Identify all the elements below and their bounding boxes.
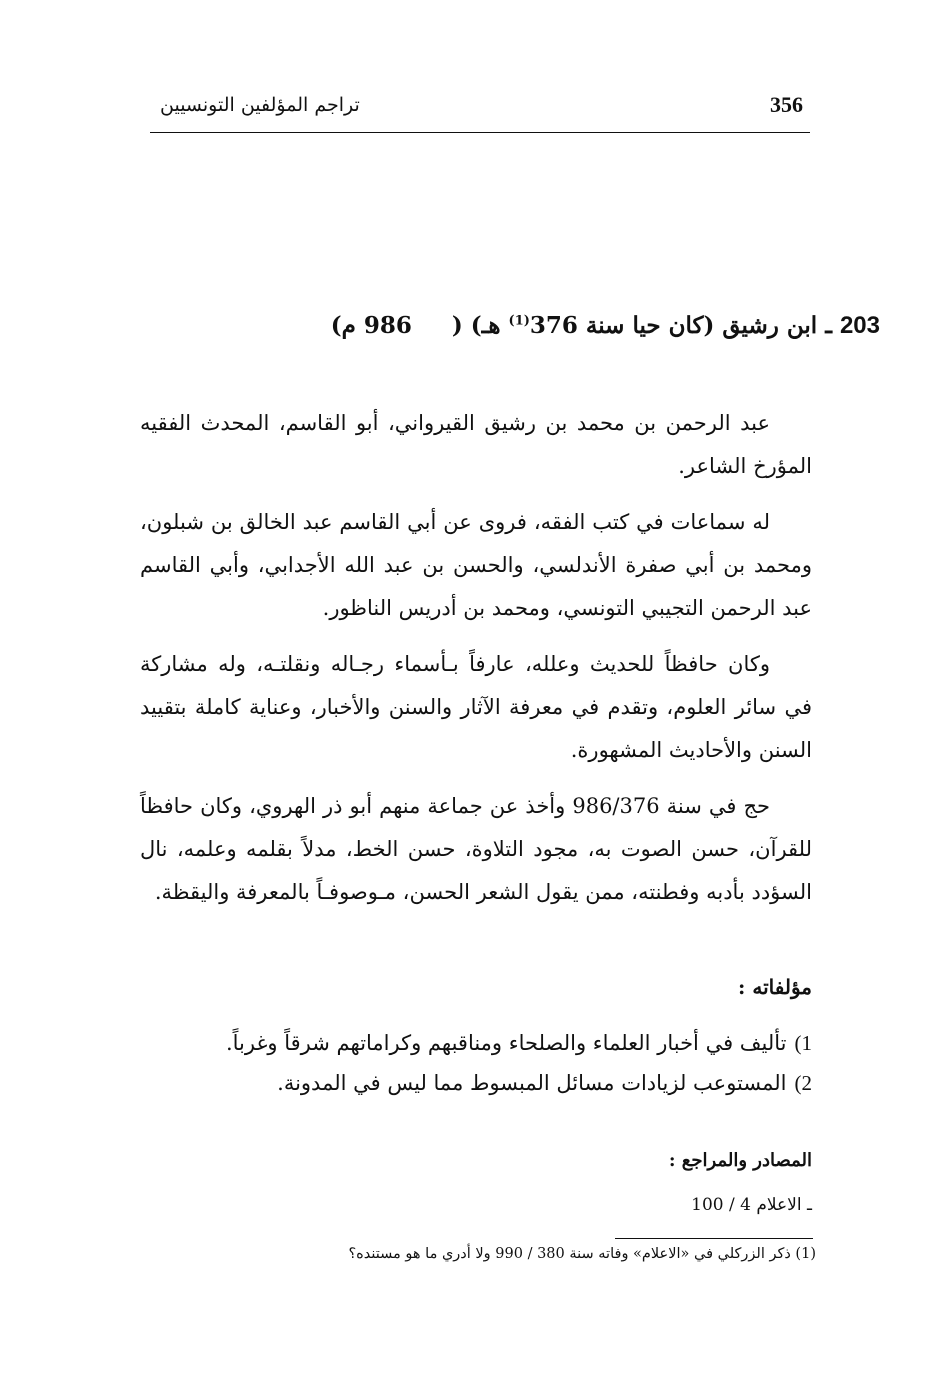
entry-heading-text: ـ ابن رشيق (كان حيا سنة 376 [529,312,832,339]
footnote-marker[interactable]: (1) [508,313,530,329]
paragraph: حج في سنة 986/376 وأخذ عن جماعة منهم أبو ذر الهروي، وكان حافظاً للقرآن، حسن الصوت به، مجود التلاوة، حسن الخط، مدلاً بقلمه وعلمه، نال السؤدد بأدبه وفطنته، ممن يقول الشعر الحسن، مـوصوفـاً بالمعرفة واليقظة. [140,794,812,904]
list-item [172,1063,812,1103]
paragraph: عبد الرحمن بن محمد بن رشيق القيرواني، أبو القاسم، المحدث الفقيه المؤرخ الشاعر. [140,411,812,478]
entry-heading [300,312,880,340]
entry-number: 203 [839,312,880,339]
footnote-divider [615,1238,813,1239]
list-item-number: 2) [794,1071,812,1095]
entry-body [140,402,812,927]
paragraph: وكان حافظاً للحديث وعلله، عارفاً بـأسماء رجـاله ونقلتـه، وله مشاركة في سائر العلوم، وتقدم في معرفة الآثار والسنن والأخبار، وعناية كاملة بتقييد السنن والأحاديث المشهورة. [140,652,812,762]
running-title: تراجم المؤلفين التونسيين [160,94,360,116]
source-item: ـ الاعلام 4 / 100 [691,1195,812,1215]
list-item-number: 1) [794,1031,812,1055]
page-number: 356 [770,92,803,117]
entry-heading-tail: هـ) ( 986 م) [330,312,509,339]
header-divider [150,132,810,133]
list-item-text: المستوعب لزيادات مسائل المبسوط مما ليس في المدونة. [277,1071,787,1095]
paragraph: له سماعات في كتب الفقه، فروى عن أبي القاسم عبد الخالق بن شبلون، ومحمد بن أبي صفرة الأندلسي، والحسن بن عبد الله الأجدابي، وأبي القاسم عبد الرحمن التجيبي التونسي، ومحمد بن أدريس الناظور. [140,510,812,620]
works-list [172,1023,812,1103]
list-item [172,1023,812,1063]
running-head [150,92,810,128]
works-heading: مؤلفاته : [738,975,812,999]
sources-heading: المصادر والمراجع : [668,1150,812,1171]
footnote: (1) ذكر الزركلي في «الاعلام» وفاته سنة 380 / 990 ولا أدري ما هو مستنده؟ [348,1246,816,1262]
list-item-text: تأليف في أخبار العلماء والصلحاء ومناقبهم وكراماتهم شرقاً وغرباً. [225,1031,787,1055]
